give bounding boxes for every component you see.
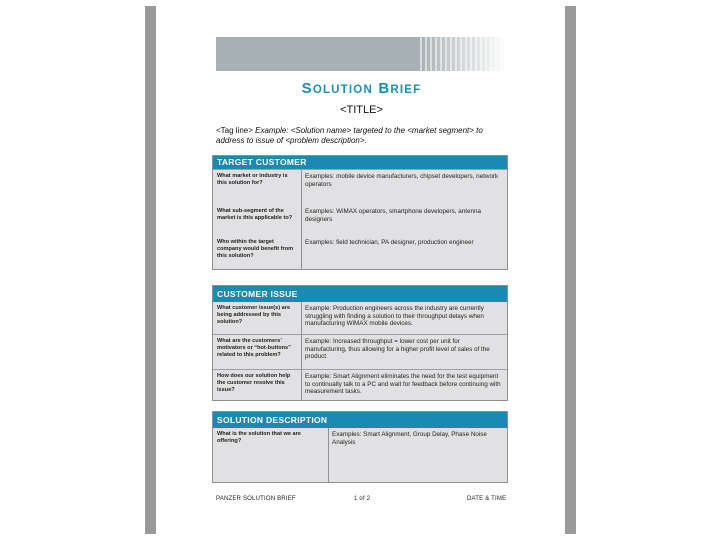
table-row <box>213 205 507 236</box>
section-header: SOLUTION DESCRIPTION <box>213 412 507 428</box>
answer-cell: Examples: field technician, PA designer, production engineer <box>305 239 474 246</box>
tagline-prefix: <Tag line> <box>216 126 253 135</box>
table-row <box>213 369 507 402</box>
section-header: CUSTOMER ISSUE <box>213 286 507 302</box>
document-subtitle: <TITLE> <box>340 104 383 116</box>
answer-cell: Examples: WiMAX operators, smartphone developers, antenna designers <box>305 208 482 223</box>
footer-page-number: 1 of 2 <box>354 496 371 502</box>
title-rest-2: RIEF <box>390 84 422 96</box>
question-cell: What market or industry is this solution for? <box>217 173 288 186</box>
question-cell: How does our solution help the customer resolve this issue? <box>217 373 291 393</box>
document-title <box>216 80 507 97</box>
tagline <box>216 126 508 146</box>
question-cell: What customer issue(s) are being addressed by this solution? <box>217 305 291 325</box>
question-cell: Who within the target company would benefit from this solution? <box>217 239 294 259</box>
answer-cell: Example: Production engineers across the industry are currently struggling with finding a solution to their throughput delays when manufacturing WiMAX mobile devices. <box>305 305 484 328</box>
title-initial-2: B <box>378 80 391 97</box>
footer-left: PANZER SOLUTION BRIEF <box>216 496 296 502</box>
section-target-customer <box>212 155 508 270</box>
answer-cell: Examples: Smart Alignment, Group Delay, Phase Noise Analysis <box>332 431 487 446</box>
answer-cell: Example: Increased throughput = lower cost per unit for manufacturing, thus allowing for a higher profit level of sales of the product. <box>305 338 490 361</box>
section-header: TARGET CUSTOMER <box>213 156 507 169</box>
answer-cell: Example: Smart Alignment eliminates the need for the test equipment to continually talk to a PC and wait for feedback before continuing with measurement tasks. <box>305 373 501 396</box>
title-initial: S <box>301 80 313 97</box>
title-rest: OLUTION <box>312 84 373 96</box>
left-gutter <box>145 6 156 534</box>
question-cell: What are the customers’ motivators or “hot-buttons” related to this problem? <box>217 338 291 358</box>
tagline-example: Example: <Solution name> targeted to the <market segment> to address to issue of <problem description>. <box>216 126 483 145</box>
question-cell: What is the solution that we are offering? <box>217 431 301 444</box>
question-cell: What sub-segment of the market is this applicable to? <box>217 208 293 221</box>
table-row <box>213 236 507 270</box>
header-banner-stripes <box>420 37 507 71</box>
section-solution-description <box>212 411 508 483</box>
table-row <box>213 334 507 369</box>
right-gutter <box>565 6 576 534</box>
footer-date-time: DATE & TIME <box>467 496 507 502</box>
section-customer-issue <box>212 285 508 401</box>
answer-cell: Examples: mobile device manufacturers, chipset developers, network operators <box>305 173 499 188</box>
table-row <box>213 302 507 334</box>
table-row <box>213 428 507 482</box>
table-row <box>213 169 507 205</box>
